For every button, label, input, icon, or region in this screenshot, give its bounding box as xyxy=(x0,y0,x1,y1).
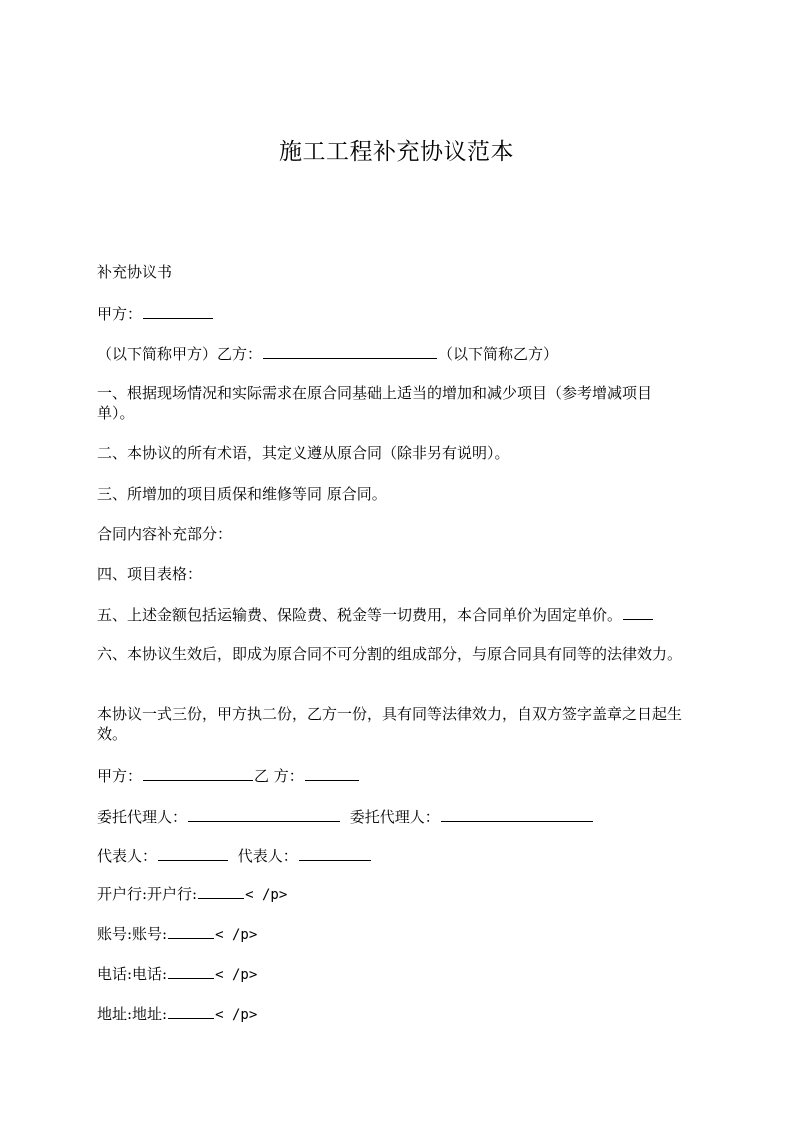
clause-5: 五、上述金额包括运输费、保险费、税金等一切费用，本合同单价为固定单价。 xyxy=(97,606,623,624)
rep-a-blank xyxy=(158,845,228,861)
document-title: 施工工程补充协议范本 xyxy=(279,139,514,165)
intro-line xyxy=(97,343,697,364)
party-a-label: 甲方： xyxy=(97,305,143,323)
sign-party-b-label: 乙 方： xyxy=(254,767,304,785)
account-tag-tail: < /p> xyxy=(215,927,258,943)
account-label: 账号:账号: xyxy=(97,925,168,943)
party-a-line xyxy=(97,303,697,324)
rep-b-label: 代表人： xyxy=(237,847,298,865)
intro-prefix: （以下简称甲方）乙方： xyxy=(97,345,263,363)
sign-party-a-blank xyxy=(143,765,253,781)
clause-3: 三、所增加的项目质保和维修等同 原合同。 xyxy=(97,485,387,503)
address-tag-tail: < /p> xyxy=(215,1007,258,1023)
party-b-blank xyxy=(263,343,437,359)
address-label: 地址:地址: xyxy=(97,1005,168,1023)
clause-1: 一、根据现场情况和实际需求在原合同基础上适当的增加和减少项目（参考增减项目单）。 xyxy=(97,384,653,422)
account-blank xyxy=(168,923,214,939)
agent-a-blank xyxy=(188,806,340,822)
agreement-heading: 补充协议书 xyxy=(97,263,173,281)
bank-line xyxy=(97,883,697,905)
agent-line xyxy=(97,806,697,827)
supplement-heading: 合同内容补充部分： xyxy=(97,525,233,543)
clause-5-line xyxy=(97,604,697,625)
bank-blank xyxy=(198,883,244,899)
address-line xyxy=(97,1003,697,1025)
rep-b-blank xyxy=(299,845,371,861)
representative-line xyxy=(97,845,697,866)
clause-2: 二、本协议的所有术语，其定义遵从原合同（除非另有说明）。 xyxy=(97,444,510,462)
intro-suffix: （以下简称乙方） xyxy=(438,345,559,363)
agent-a-label: 委托代理人： xyxy=(97,808,188,826)
rep-a-label: 代表人： xyxy=(97,847,158,865)
address-blank xyxy=(168,1003,214,1019)
phone-label: 电话:电话: xyxy=(97,965,168,983)
agent-b-label: 委托代理人： xyxy=(349,808,440,826)
signature-parties-line xyxy=(97,765,697,786)
phone-line xyxy=(97,963,697,985)
account-line xyxy=(97,923,697,945)
phone-tag-tail: < /p> xyxy=(215,967,258,983)
bank-label: 开户行:开户行: xyxy=(97,885,198,903)
phone-blank xyxy=(168,963,214,979)
clause-6: 六、本协议生效后，即成为原合同不可分割的组成部分，与原合同具有同等的法律效力。 xyxy=(97,645,683,663)
sign-party-a-label: 甲方： xyxy=(97,767,143,785)
agent-b-blank xyxy=(441,806,593,822)
bank-tag-tail: < /p> xyxy=(245,887,288,903)
clause-4: 四、项目表格： xyxy=(97,565,203,583)
copies-clause: 本协议一式三份，甲方执二份，乙方一份，具有同等法律效力，自双方签字盖章之日起生效。 xyxy=(97,705,683,743)
clause-5-blank xyxy=(623,604,653,620)
party-a-blank xyxy=(143,303,213,319)
sign-party-b-blank xyxy=(305,765,359,781)
